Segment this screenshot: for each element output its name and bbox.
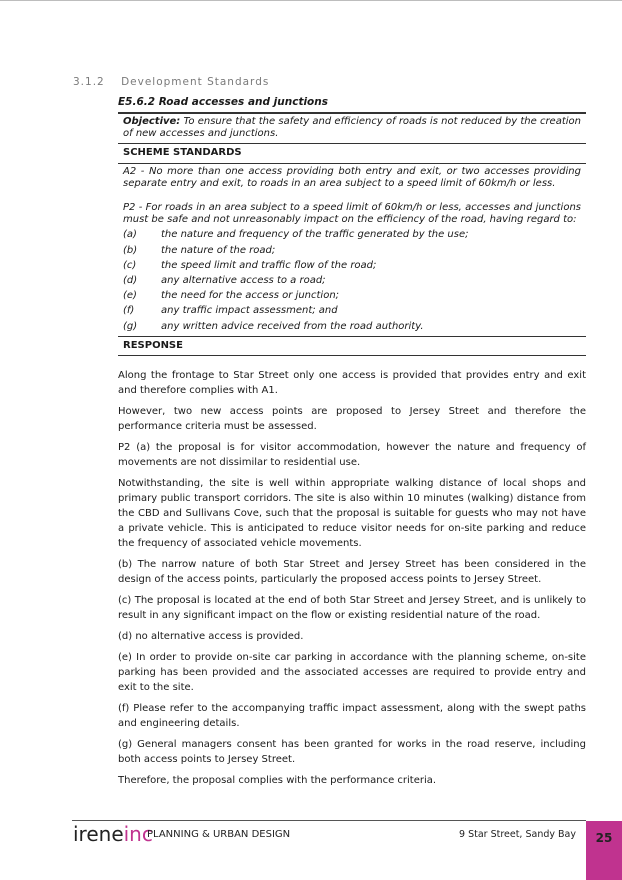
scheme-standards-label: SCHEME STANDARDS bbox=[123, 147, 242, 159]
standard-heading: E5.6.2 Road accesses and junctions bbox=[118, 96, 328, 108]
section-title: Development Standards bbox=[121, 76, 270, 88]
brand-main: irene bbox=[73, 822, 124, 846]
criterion-item bbox=[123, 305, 581, 317]
objective-label: Objective: bbox=[123, 116, 181, 127]
brand-accent: inc bbox=[123, 822, 153, 846]
response-paragraph: P2 (a) the proposal is for visitor accommodation, however the nature and frequency of movements are not dissimilar to residential use. bbox=[118, 442, 586, 468]
page-number-box bbox=[586, 821, 622, 880]
criterion-key: (a) bbox=[123, 229, 137, 241]
criterion-key: (f) bbox=[123, 305, 135, 317]
criterion-text: the need for the access or junction; bbox=[161, 290, 340, 302]
criterion-text: the speed limit and traffic flow of the road; bbox=[161, 259, 377, 271]
response-paragraph: Therefore, the proposal complies with the performance criteria. bbox=[118, 775, 437, 786]
performance-criteria-p2: P2 - For roads in an area subject to a speed limit of 60km/h or less, accesses and junctions must be safe and not unreasonably impact on the efficiency of the road, having regard to: bbox=[123, 202, 581, 226]
criterion-text: any alternative access to a road; bbox=[161, 275, 326, 287]
standards-body bbox=[118, 164, 586, 336]
acceptable-solution-a2: A2 - No more than one access providing both entry and exit, or two accesses providing separate entry and exit, to roads in an area subject to a speed limit of 60km/h or less. bbox=[123, 165, 581, 189]
criterion-text: any written advice received from the road authority. bbox=[161, 320, 424, 332]
objective-text: To ensure that the safety and efficiency of roads is not reduced by the creation of new accesses and junctions. bbox=[123, 116, 581, 140]
response-paragraph: However, two new access points are proposed to Jersey Street and therefore the performance criteria must be assessed. bbox=[118, 406, 586, 432]
criterion-item bbox=[123, 260, 581, 272]
objective bbox=[118, 114, 586, 143]
response-body bbox=[118, 368, 586, 794]
response-paragraph: (d) no alternative access is provided. bbox=[118, 631, 304, 642]
standard-table bbox=[118, 112, 586, 356]
criteria-list bbox=[123, 229, 581, 332]
response-paragraph: Notwithstanding, the site is well within appropriate walking distance of local shops and primary public transport corridors. The site is also within 10 minutes (walking) distance from the CBD and Sullivans Cove, such that the proposal is suitable for guests who may not have a private vehicle. This is anticipated to reduce visitor needs for on-site parking and reduce the frequency of associated vehicle movements. bbox=[118, 478, 586, 549]
section-heading bbox=[73, 76, 269, 88]
response-paragraph: Along the frontage to Star Street only one access is provided that provides entry and exit and therefore complies with A1. bbox=[118, 370, 586, 396]
criterion-key: (c) bbox=[123, 259, 137, 271]
criterion-text: any traffic impact assessment; and bbox=[161, 305, 338, 317]
criterion-key: (g) bbox=[123, 320, 138, 332]
top-divider bbox=[0, 0, 622, 1]
page-number: 25 bbox=[595, 831, 613, 845]
brand-tagline: PLANNING & URBAN DESIGN bbox=[147, 829, 291, 840]
criterion-text: the nature of the road; bbox=[161, 244, 276, 256]
footer-divider bbox=[72, 820, 586, 821]
response-label: RESPONSE bbox=[123, 339, 183, 351]
criterion-item bbox=[123, 290, 581, 302]
criterion-item bbox=[123, 229, 581, 241]
response-paragraph: (c) The proposal is located at the end of both Star Street and Jersey Street, and is unlikely to result in any significant impact on the flow or existing residential nature of the road. bbox=[118, 595, 586, 621]
criterion-key: (d) bbox=[123, 275, 138, 287]
section-number: 3.1.2 bbox=[73, 76, 105, 88]
response-paragraph: (f) Please refer to the accompanying traffic impact assessment, along with the swept paths and engineering details. bbox=[118, 703, 586, 729]
response-paragraph: (g) General managers consent has been granted for works in the road reserve, including both access points to Jersey Street. bbox=[118, 739, 586, 765]
criterion-item bbox=[123, 275, 581, 287]
criterion-item bbox=[123, 245, 581, 257]
criterion-key: (b) bbox=[123, 244, 138, 256]
footer-address: 9 Star Street, Sandy Bay bbox=[459, 829, 576, 840]
criterion-key: (e) bbox=[123, 290, 137, 302]
response-paragraph: (b) The narrow nature of both Star Street and Jersey Street has been considered in the design of the access points, particularly the proposed access points to Jersey Street. bbox=[118, 559, 586, 585]
criterion-item bbox=[123, 321, 581, 333]
criterion-text: the nature and frequency of the traffic generated by the use; bbox=[161, 229, 469, 241]
brand-logo bbox=[73, 822, 153, 846]
response-paragraph: (e) In order to provide on-site car parking in accordance with the planning scheme, on-site parking has been provided and the associated accesses are required to provide entry and exit to the site. bbox=[118, 652, 586, 693]
